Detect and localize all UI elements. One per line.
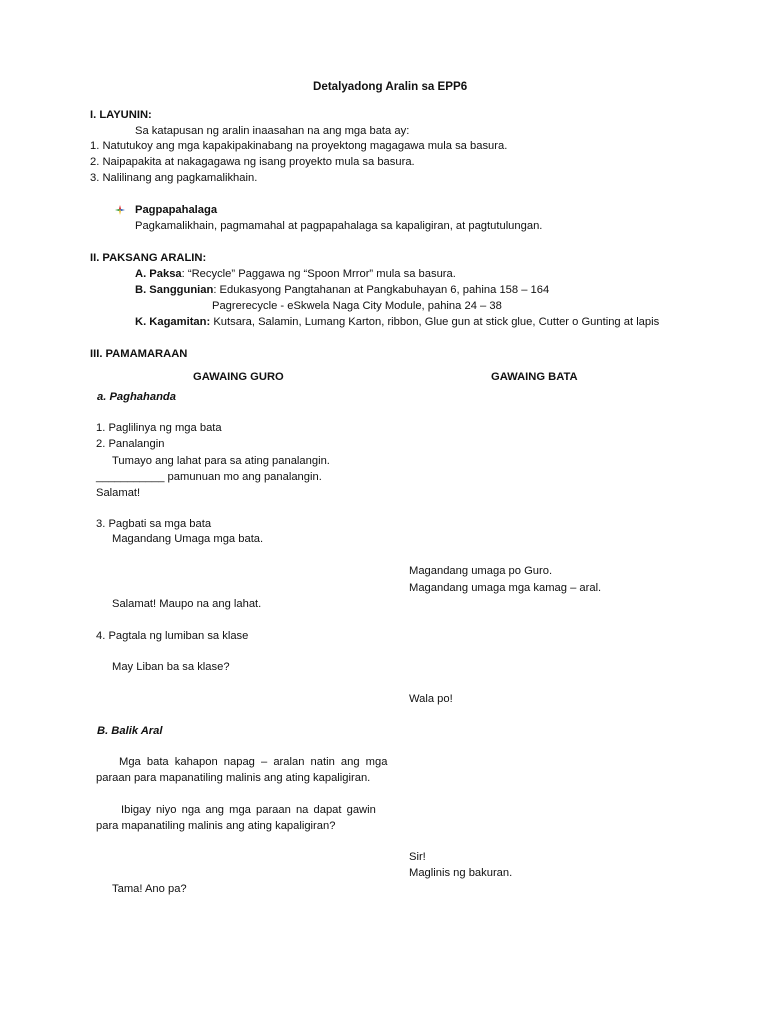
guro-line: 4. Pagtala ng lumiban sa klase (96, 630, 249, 642)
column-header-guro: GAWAING GURO (193, 371, 284, 383)
sanggunian-line (135, 283, 549, 297)
kagamitan-line (135, 315, 659, 329)
paksa-text: : “Recycle” Paggawa ng “Spoon Mrror” mula sa basura. (181, 268, 456, 280)
kagamitan-label: K. Kagamitan: (135, 316, 211, 328)
layunin-item-1: 1. Natutukoy ang mga kapakipakinabang na proyektong magagawa mula sa basura. (90, 140, 508, 152)
paghahanda-heading: a. Paghahanda (97, 391, 176, 403)
bata-line: Magandang umaga po Guro. (409, 565, 553, 577)
guro-line: 1. Paglilinya ng mga bata (96, 422, 222, 434)
guro-line: Salamat! (96, 487, 141, 499)
paksa-label: A. Paksa (135, 268, 182, 280)
guro-line: ___________ pamunuan mo ang panalangin. (96, 471, 322, 483)
layunin-intro: Sa katapusan ng aralin inaasahan na ang mga bata ay: (135, 125, 410, 137)
sanggunian-text-2: Pagrerecycle - eSkwela Naga City Module, pahina 24 – 38 (212, 300, 502, 312)
column-header-bata: GAWAING BATA (491, 371, 578, 383)
guro-line: Magandang Umaga mga bata. (112, 533, 264, 545)
layunin-heading: I. LAYUNIN: (90, 109, 152, 121)
balik-aral-heading: B. Balik Aral (97, 725, 163, 737)
guro-line: May Liban ba sa klase? (112, 661, 230, 673)
bata-line: Magandang umaga mga kamag – aral. (409, 582, 602, 594)
bata-line: Wala po! (409, 693, 453, 705)
balik-guro-line: Tama! Ano pa? (112, 883, 187, 895)
balik-bata-line: Sir! (409, 851, 426, 863)
balik-guro-line: Ibigay niyo nga ang mga paraan na dapat gawin (121, 804, 376, 816)
balik-guro-line: para mapanatiling malinis ang ating kapaligiran? (96, 820, 336, 832)
guro-line: 2. Panalangin (96, 438, 165, 450)
document-title: Detalyadong Aralin sa EPP6 (313, 80, 468, 93)
sanggunian-text: : Edukasyong Pangtahanan at Pangkabuhayan 6, pahina 158 – 164 (213, 284, 550, 296)
layunin-item-3: 3. Nalilinang ang pagkamalikhain. (90, 172, 258, 184)
balik-guro-line: Mga bata kahapon napag – aralan natin ang mga (119, 756, 388, 768)
pamamaraan-heading: III. PAMAMARAAN (90, 348, 188, 360)
guro-line: Salamat! Maupo na ang lahat. (112, 598, 262, 610)
paksa-line (135, 267, 456, 281)
four-point-star-bullet-icon (115, 205, 125, 215)
pagpapahalaga-text: Pagkamalikhain, pagmamahal at pagpapahalaga sa kapaligiran, at pagtutulungan. (135, 220, 543, 232)
sanggunian-label: B. Sanggunian (135, 284, 214, 296)
guro-line: 3. Pagbati sa mga bata (96, 518, 212, 530)
pagpapahalaga-label: Pagpapahalaga (135, 204, 218, 216)
kagamitan-text: Kutsara, Salamin, Lumang Karton, ribbon, Glue gun at stick glue, Cutter o Gunting at lapis (210, 316, 660, 328)
balik-bata-line: Maglinis ng bakuran. (409, 867, 513, 879)
layunin-item-2: 2. Naipapakita at nakagagawa ng isang proyekto mula sa basura. (90, 156, 415, 168)
guro-line: Tumayo ang lahat para sa ating panalangin. (112, 455, 330, 467)
paksang-aralin-heading: II. PAKSANG ARALIN: (90, 252, 207, 264)
balik-guro-line: paraan para mapanatiling malinis ang ating kapaligiran. (96, 772, 371, 784)
